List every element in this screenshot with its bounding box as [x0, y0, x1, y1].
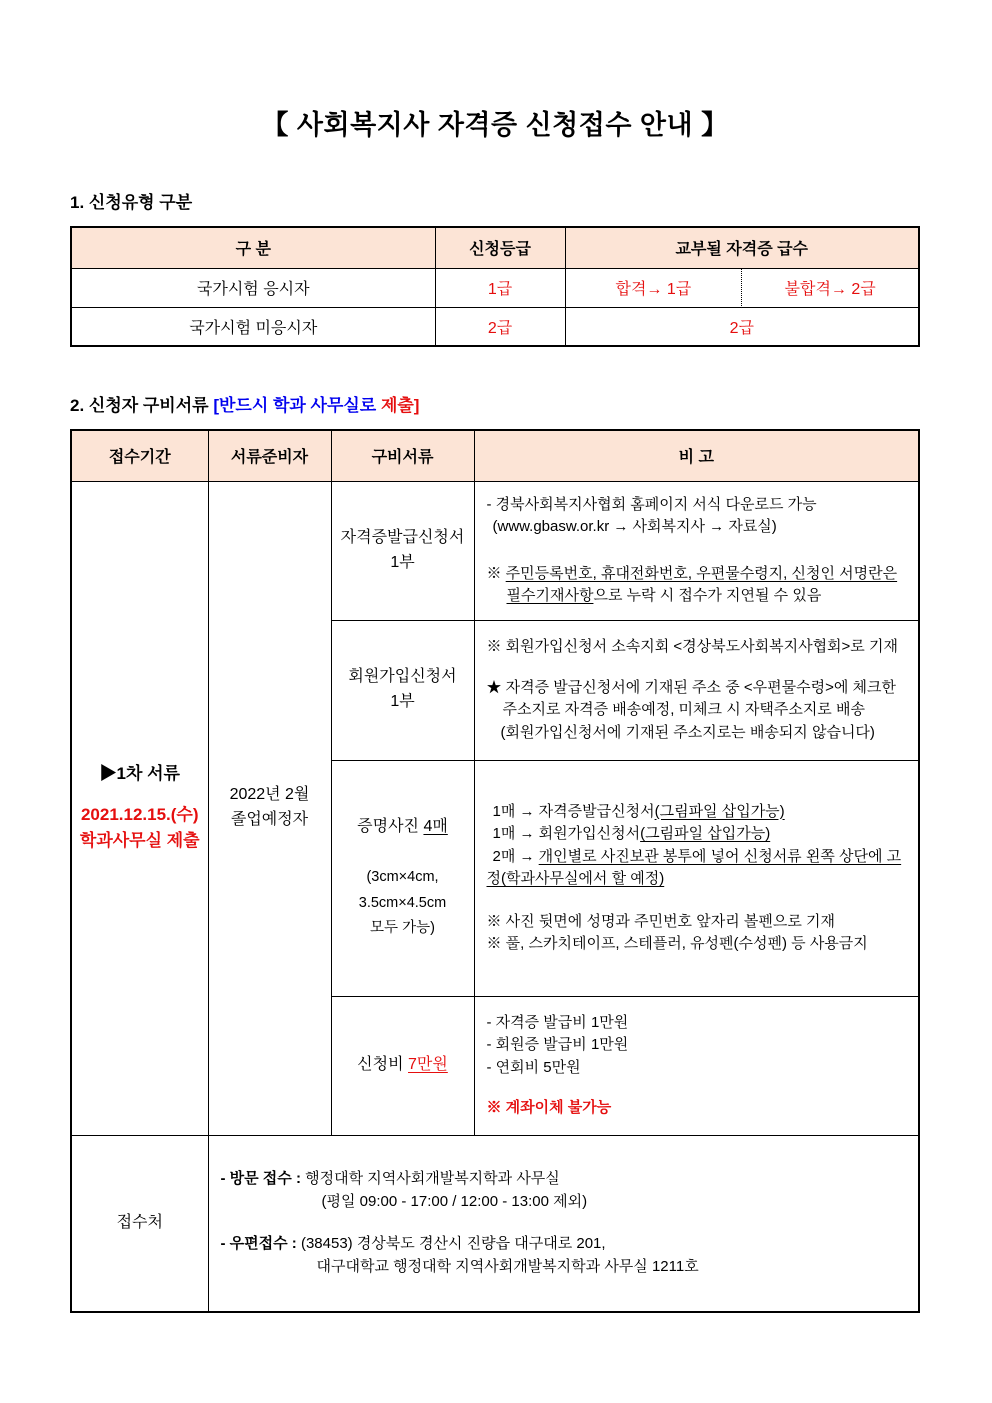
preparer-cell	[208, 481, 331, 1135]
cert-note-underlined: 주민등록번호, 휴대전화번호, 우편물수령지, 신청인 서명란은 필수기재사항	[505, 564, 898, 604]
section2-heading-note-red: 제출]	[376, 396, 420, 415]
col-header-grade: 신청등급	[435, 227, 565, 268]
cert-note-url: (www.gbasw.or.kr → 사회복지사 → 자료실)	[492, 518, 777, 535]
reception-info-cell	[208, 1135, 919, 1312]
fee-note-cert: - 자격증 발급비 1만원	[486, 1013, 629, 1031]
exam-taker-issued	[565, 268, 919, 307]
col-header-period: 접수기간	[71, 430, 208, 481]
application-type-table	[70, 226, 920, 347]
photo-note-forbidden: ※ 풀, 스카치테이프, 스테플러, 유성펜(수성펜) 등 사용금지	[486, 935, 868, 952]
note-cell-photo	[474, 760, 919, 996]
photo-note-envelope-prefix: 2매 →	[492, 847, 539, 865]
non-taker-category: 국가시험 미응시자	[71, 307, 435, 346]
doc-cell-cert	[331, 481, 474, 620]
photo-note-member-text: 1매 → 회원가입신청서	[492, 825, 641, 842]
period-cell	[71, 481, 208, 1135]
exam-taker-grade: 1급	[435, 268, 565, 307]
doc-photo-count: 4매	[423, 817, 448, 835]
doc-photo-label: 증명사진	[357, 817, 424, 835]
reception-mail-address1: (38453) 경상북도 경산시 진량읍 대구대로 201,	[300, 1235, 606, 1253]
doc-cert-count: 1부	[390, 553, 415, 571]
fee-note-no-transfer: ※ 계좌이체 불가능	[486, 1099, 612, 1116]
preparer-line2: 졸업예정자	[230, 811, 309, 828]
col-header-category: 구 분	[71, 227, 435, 268]
required-documents-header-row	[71, 430, 919, 481]
cert-note-rest: 으로 누락 시 접수가 지연될 수 있음	[593, 587, 822, 604]
section2-heading	[70, 391, 920, 416]
reception-visit-label: - 방문 접수 :	[220, 1170, 306, 1188]
table-row-exam-taker	[71, 268, 919, 307]
fee-note-annual: - 연회비 5만원	[486, 1058, 581, 1076]
col-header-documents: 구비서류	[331, 430, 474, 481]
member-note-shipping: ★ 자격증 발급신청서에 기재된 주소 중 <우편물수령>에 체크한 주소지로 자격증 배송예정, 미체크 시 자택주소지로 배송	[486, 678, 896, 718]
note-cell-fee	[474, 996, 919, 1135]
cert-note-required-fields	[487, 563, 907, 608]
fee-title	[332, 1053, 474, 1078]
note-cell-member	[474, 620, 919, 760]
pass-result: 합격→ 1급	[615, 281, 692, 298]
reception-visit-text: 행정대학 지역사회개발복지학과 사무실	[305, 1170, 560, 1188]
photo-note-envelope-underline: 개인별로 사진보관 봉투에 넣어 신청서류 왼쪽 상단에 고정(학과사무실에서 할 예정)	[486, 847, 902, 887]
doc-member-count: 1부	[390, 693, 415, 710]
col-header-issued: 교부될 자격증 급수	[565, 227, 919, 268]
pass-fail-split	[566, 269, 919, 306]
photo-note-member-underline: (그림파일 삽입가능)	[640, 825, 771, 842]
doc-member-name: 회원가입신청서	[348, 668, 457, 686]
table-row-non-taker	[71, 307, 919, 346]
photo-note-cert-underline: (그림파일 삽입가능)	[654, 802, 785, 820]
doc-photo-title	[332, 815, 474, 840]
preparer-line1: 2022년 2월	[229, 786, 310, 804]
cert-note-marker: ※	[486, 564, 506, 582]
reception-mail-label: - 우편접수 :	[220, 1235, 301, 1253]
doc-cell-fee	[331, 996, 474, 1135]
photo-note-cert-text: 1매 → 자격증발급신청서	[492, 802, 655, 820]
application-type-header-row	[71, 227, 919, 268]
section2-heading-note-blue: [반드시 학과 사무실로	[213, 396, 377, 415]
fee-note-member: - 회원증 발급비 1만원	[486, 1036, 629, 1053]
doc-cell-photo	[331, 760, 474, 996]
col-header-note: 비 고	[474, 430, 919, 481]
fee-label: 신청비	[357, 1056, 408, 1074]
cert-note-download: - 경북사회복지사협회 홈페이지 서식 다운로드 가능	[486, 495, 817, 513]
member-note-branch: ※ 회원가입신청서 소속지회 <경상북도사회복지사협회>로 기재	[486, 638, 898, 655]
note-cell-cert	[474, 481, 919, 620]
period-submit: 학과사무실 제출	[79, 831, 200, 851]
doc-photo-size2: 3.5cm×4.5cm	[358, 894, 447, 911]
section1-heading: 1. 신청유형 구분	[70, 193, 193, 212]
doc-photo-size1: (3cm×4cm,	[366, 869, 439, 886]
reception-mail-address2: 대구대학교 행정대학 지역사회개발복지학과 사무실 1211호	[316, 1257, 699, 1275]
non-taker-grade: 2급	[435, 307, 565, 346]
doc-photo-size3: 모두 가능)	[370, 920, 435, 937]
photo-note-cert	[487, 801, 907, 824]
doc-cert-name: 자격증발급신청서	[340, 528, 465, 546]
photo-note-member	[487, 823, 907, 846]
reception-visit-hours: (평일 09:00 - 17:00 / 12:00 - 13:00 제외)	[321, 1192, 588, 1210]
period-date: 2021.12.15.(수)	[80, 804, 199, 824]
exam-taker-category: 국가시험 응시자	[71, 268, 435, 307]
page-title: 【 사회복지사 자격증 신청접수 안내 】	[261, 110, 729, 140]
section2-heading-text: 2. 신청자 구비서류	[70, 396, 214, 415]
member-note-shipping-warning: (회원가입신청서에 기재된 주소지로는 배송되지 않습니다)	[500, 723, 875, 741]
col-header-preparer: 서류준비자	[208, 430, 331, 481]
table-row-cert-application	[71, 481, 919, 620]
photo-note-backside: ※ 사진 뒷면에 성명과 주민번호 앞자리 볼펜으로 기재	[486, 912, 835, 930]
required-documents-table	[70, 429, 920, 1313]
reception-mail	[221, 1233, 907, 1256]
non-taker-issued: 2급	[565, 307, 919, 346]
doc-cell-member	[331, 620, 474, 760]
reception-label-cell: 접수처	[71, 1135, 208, 1312]
fail-result: 불합격→ 2급	[741, 269, 918, 306]
period-title: ▶1차 서류	[99, 764, 180, 784]
photo-note-envelope	[487, 846, 907, 891]
table-row-reception	[71, 1135, 919, 1312]
fee-amount: 7만원	[408, 1056, 448, 1074]
reception-visit	[221, 1168, 907, 1191]
